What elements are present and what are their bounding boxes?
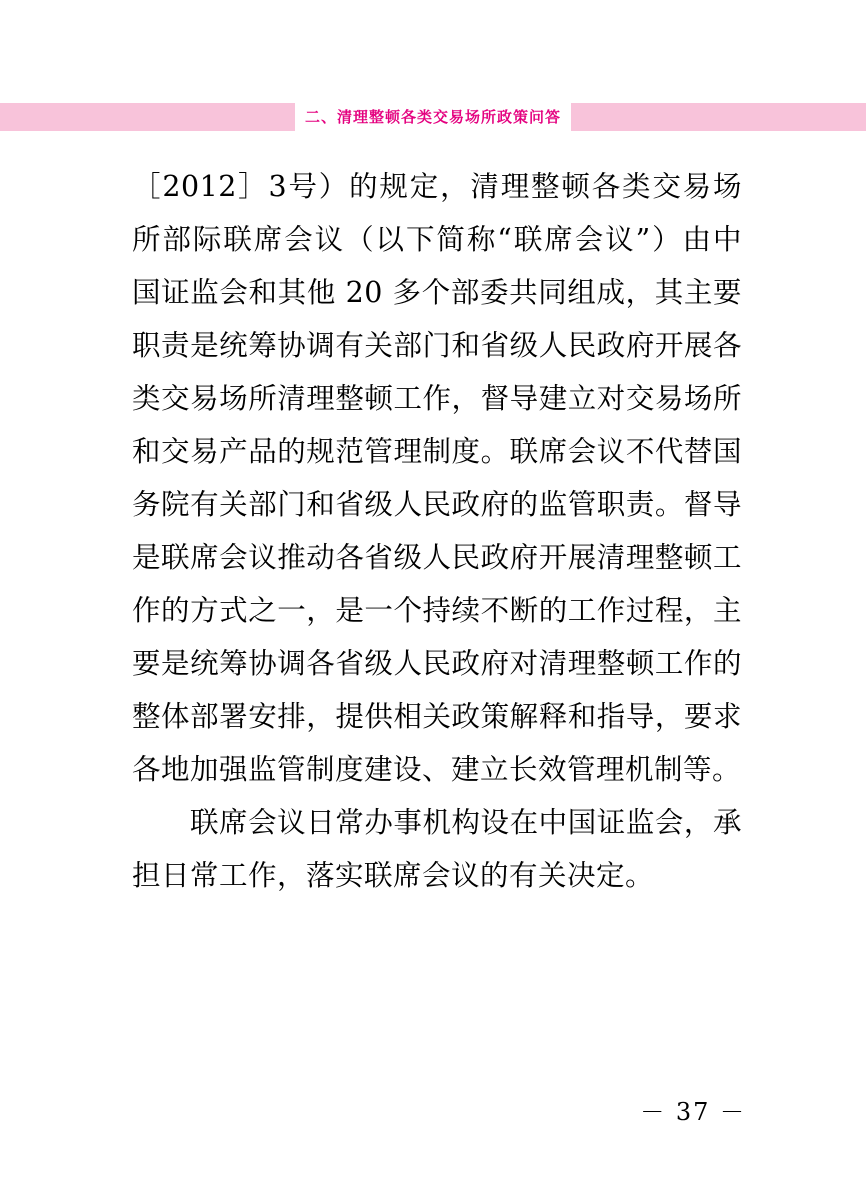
- page-number: － 37 －: [640, 1098, 746, 1126]
- body-text-column: [132, 160, 742, 902]
- body-paragraph-2: 联席会议日常办事机构设在中国证监会，承担日常工作，落实联席会议的有关决定。: [132, 806, 742, 892]
- body-paragraph-1: ［2012］3号）的规定，清理整顿各类交易场所部际联席会议（以下简称“联席会议”）由中国证监会和其他 20 多个部委共同组成，其主要职责是统筹协调有关部门和省级人民政府开展各类交易场所清理整顿工作，督导建立对交易场所和交易产品的规范管理制度。联席会议不代替国务院有关部门和省级人民政府的监管职责。督导是联席会议推动各省级人民政府开展清理整顿工作的方式之一，是一个持续不断的工作过程，主要是统筹协调各省级人民政府对清理整顿工作的整体部署安排，提供相关政策解释和指导，要求各地加强监管制度建设、建立长效管理机制等。: [132, 170, 742, 786]
- running-header-title: 二、清理整顿各类交易场所政策问答: [295, 103, 571, 131]
- running-header-band: [0, 103, 866, 131]
